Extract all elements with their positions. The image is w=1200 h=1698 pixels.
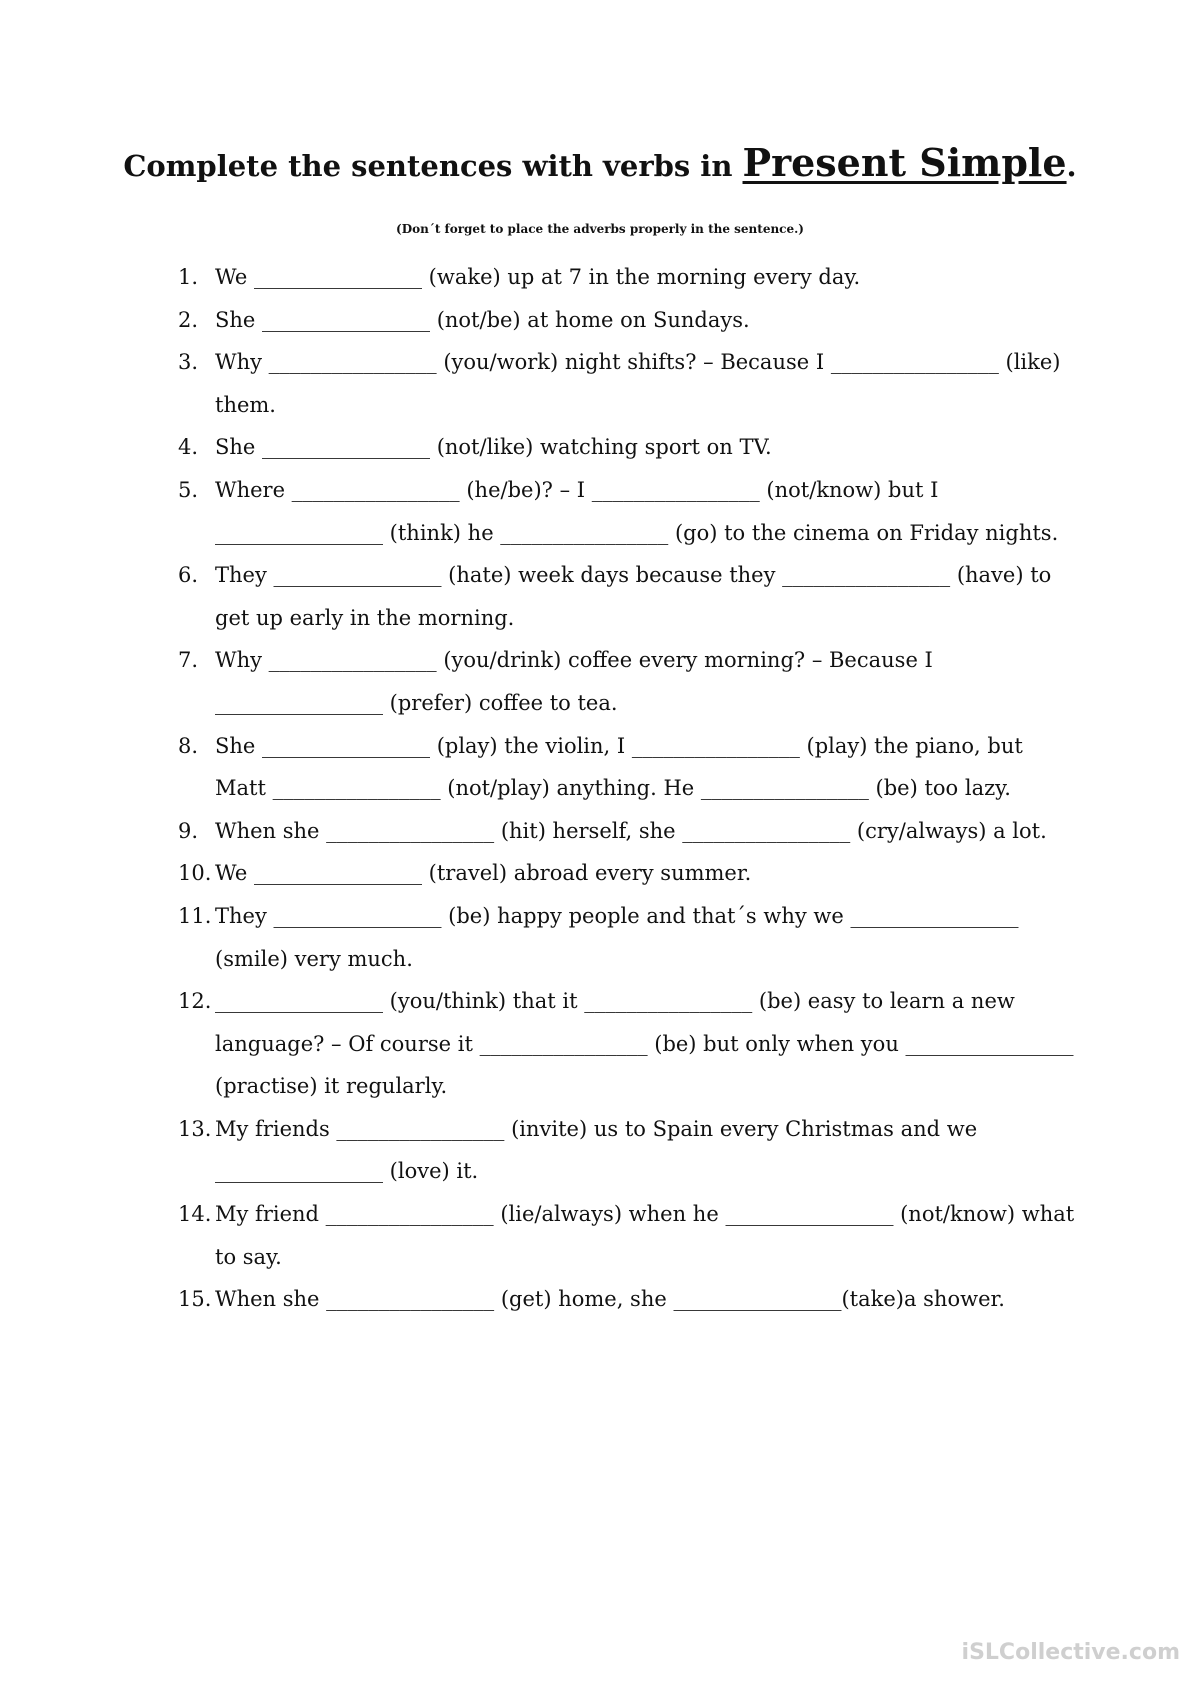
watermark: iSLCollective.com [961,1640,1180,1665]
item-text: My friend ________________ (lie/always) when he ________________ (not/know) what to say. [215,1202,1075,1269]
item-number: 5. [178,477,199,502]
instruction-note: (Don´t forget to place the adverbs properly in the sentence.) [396,222,804,236]
item-number: 15. [178,1287,212,1312]
item-text: Why ________________ (you/work) night shifts? – Because I ________________ (like) them. [215,350,1061,417]
exercise-list [178,256,1078,1321]
exercise-item [178,639,1078,724]
item-number: 9. [178,818,199,843]
exercise-item [178,299,1078,342]
item-text: When she ________________ (hit) herself, she ________________ (cry/always) a lot. [215,818,1047,843]
exercise-item [178,810,1078,853]
title-prefix: Complete the sentences with verbs in [123,149,743,183]
item-number: 11. [178,903,212,928]
item-text: They ________________ (be) happy people and that´s why we ________________ (smile) very much. [215,903,1019,971]
item-number: 3. [178,350,199,375]
item-text: We ________________ (wake) up at 7 in the morning every day. [215,265,861,289]
item-number: 6. [178,563,199,588]
item-text: ________________ (you/think) that it ________________ (be) easy to learn a new language? – Of course it ________________ (be) but only when you ________________ (practise) it regularly. [215,989,1074,1099]
item-text: She ________________ (play) the violin, I ________________ (play) the piano, but Matt ________________ (not/play) anything. He ________________ (be) too lazy. [215,733,1023,801]
item-text: She ________________ (not/like) watching sport on TV. [215,435,772,460]
exercise-item [178,1193,1078,1278]
item-text: My friends ________________ (invite) us to Spain every Christmas and we ________________ (love) it. [215,1116,978,1184]
exercise-item [178,426,1078,469]
item-number: 13. [178,1116,212,1141]
exercise-item [178,469,1078,554]
item-number: 2. [178,307,199,332]
exercise-item [178,256,1078,299]
exercise-item [178,341,1078,426]
item-text: We ________________ (travel) abroad every summer. [215,861,752,886]
item-text: They ________________ (hate) week days because they ________________ (have) to get up early in the morning. [215,563,1052,630]
item-number: 1. [178,265,199,289]
item-text: Why ________________ (you/drink) coffee every morning? – Because I ________________ (prefer) coffee to tea. [215,648,933,715]
title-emphasis: Present Simple [742,140,1067,185]
exercise-item [178,980,1078,1108]
item-text: She ________________ (not/be) at home on Sundays. [215,307,750,332]
item-text: When she ________________ (get) home, she ________________(take)a shower. [215,1287,1005,1312]
exercise-item [178,895,1078,980]
item-number: 8. [178,733,199,758]
exercise-item [178,852,1078,895]
item-number: 12. [178,989,212,1014]
item-number: 4. [178,435,199,460]
item-number: 14. [178,1202,212,1227]
exercise-item [178,1278,1078,1321]
item-text: Where ________________ (he/be)? – I ________________ (not/know) but I ________________ (think) he ________________ (go) to the cinema on Friday nights. [215,477,1059,545]
exercise-item [178,1108,1078,1193]
exercise-item [178,725,1078,810]
item-number: 7. [178,648,199,673]
title-suffix: . [1066,149,1077,183]
exercise-item [178,554,1078,639]
item-number: 10. [178,861,212,886]
worksheet-title [0,140,1200,185]
